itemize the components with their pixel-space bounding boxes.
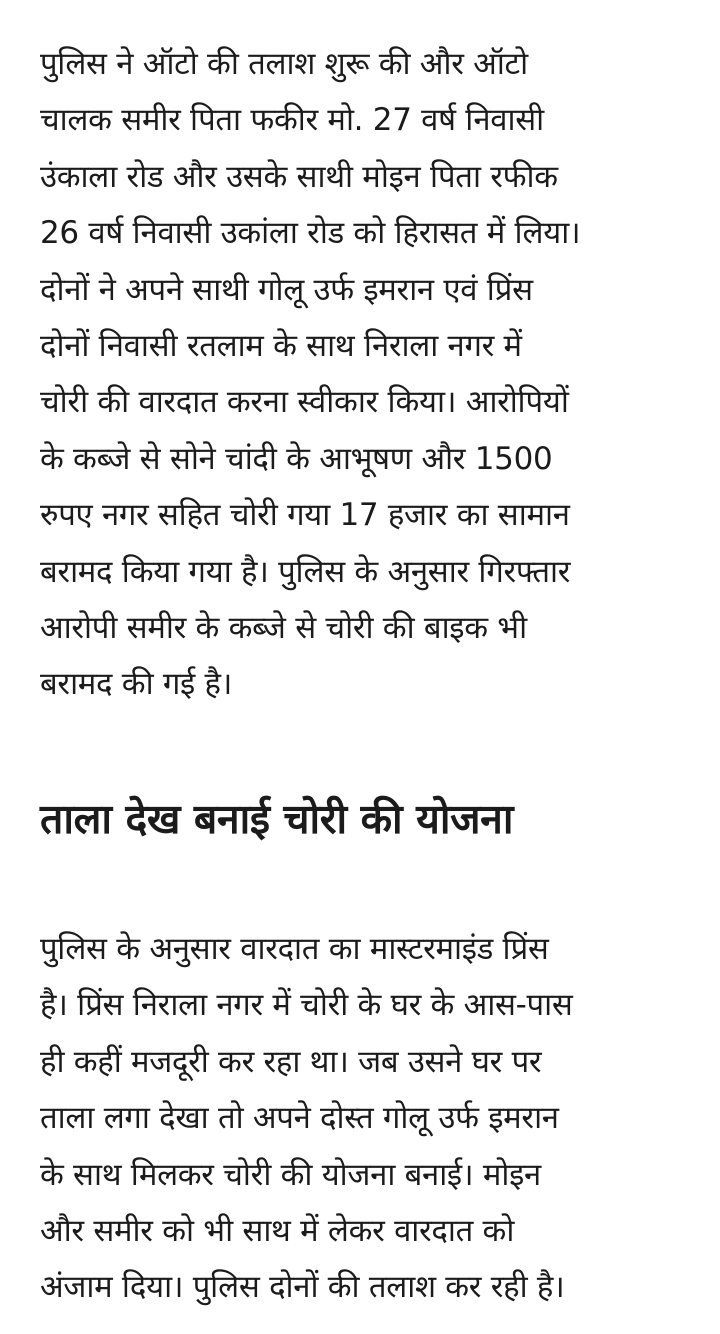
paragraph-line: रुपए नगर सहित चोरी गया 17 हजार का सामान [40, 497, 570, 534]
paragraph-line: उंकाला रोड और उसके साथी मोइन पिता रफीक [40, 158, 558, 195]
article-paragraph [40, 36, 690, 713]
article-paragraph [40, 921, 690, 1316]
section-heading: ताला देख बनाई चोरी की योजना [40, 794, 514, 843]
paragraph-line: चोरी की वारदात करना स्वीकार किया। आरोपियों [40, 384, 569, 421]
paragraph-line: के साथ मिलकर चोरी की योजना बनाई। मोइन [40, 1156, 541, 1193]
paragraph-line: बरामद किया गया है। पुलिस के अनुसार गिरफ्तार [40, 553, 571, 590]
paragraph-line: के कब्जे से सोने चांदी के आभूषण और 1500 [40, 440, 553, 477]
paragraph-line: आरोपी समीर के कब्जे से चोरी की बाइक भी [40, 610, 527, 647]
paragraph-line: है। प्रिंस निराला नगर में चोरी के घर के आस-पास [40, 987, 573, 1024]
paragraph-line: पुलिस के अनुसार वारदात का मास्टरमाइंड प्रिंस [40, 930, 549, 967]
paragraph-line: पुलिस ने ऑटो की तलाश शुरू की और ऑटो [40, 46, 528, 82]
news-article [40, 36, 690, 1316]
paragraph-line: 26 वर्ष निवासी उकांला रोड को हिरासत में लिया। [40, 215, 581, 252]
paragraph-line: और समीर को भी साथ में लेकर वारदात को [40, 1212, 515, 1249]
paragraph-line: चालक समीर पिता फकीर मो. 27 वर्ष निवासी [40, 102, 544, 139]
paragraph-line: दोनों ने अपने साथी गोलू उर्फ इमरान एवं प्रिंस [40, 271, 533, 308]
paragraph-line: ताला लगा देखा तो अपने दोस्त गोलू उर्फ इमरान [40, 1100, 559, 1137]
paragraph-line: अंजाम दिया। पुलिस दोनों की तलाश कर रही है। [40, 1269, 565, 1306]
paragraph-line: दोनों निवासी रतलाम के साथ निराला नगर में [40, 328, 522, 365]
paragraph-line: ही कहीं मजदूरी कर रहा था। जब उसने घर पर [40, 1043, 542, 1080]
paragraph-line: बरामद की गई है। [40, 666, 233, 703]
